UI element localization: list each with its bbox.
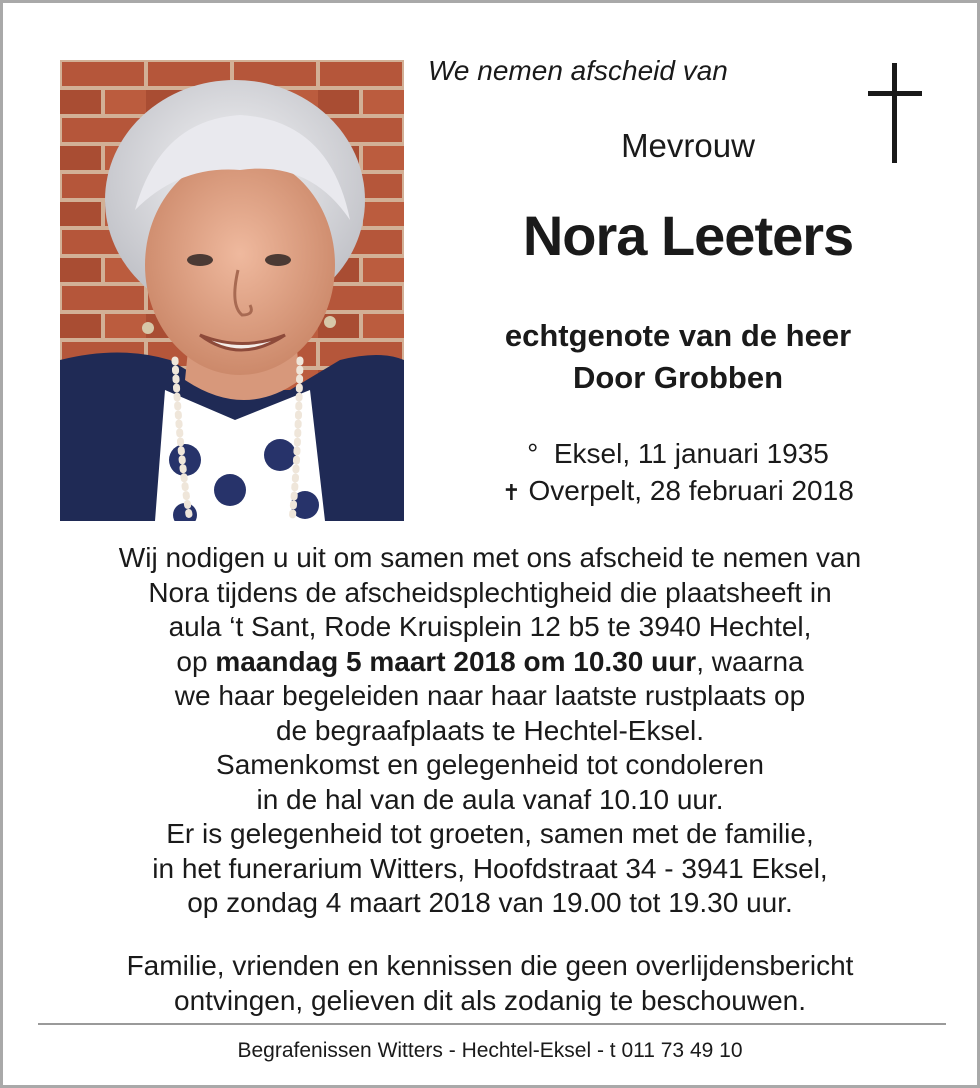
birth-symbol: ° bbox=[527, 438, 539, 469]
portrait-photo bbox=[60, 60, 404, 521]
death-line bbox=[423, 472, 933, 511]
closing-line: ontvingen, gelieven dit als zodanig te beschouwen. bbox=[174, 984, 806, 1016]
closing-line: Familie, vrienden en kennissen die geen overlijdensbericht bbox=[126, 950, 854, 981]
invitation-line: Nora tijdens de afscheidsplechtigheid die plaatsheeft in bbox=[148, 576, 832, 608]
birth-line bbox=[423, 435, 933, 472]
spouse-line-2: Door Grobben bbox=[572, 360, 784, 395]
invitation-line: aula ‘t Sant, Rode Kruisplein 12 b5 te 3940 Hechtel, bbox=[168, 611, 812, 642]
divider bbox=[38, 1023, 946, 1025]
invitation-line: op zondag 4 maart 2018 van 19.00 tot 19.30 uur. bbox=[187, 887, 793, 918]
spouse-block bbox=[423, 315, 933, 399]
invitation-line: in het funerarium Witters, Hoofdstraat 34 - 3941 Eksel, bbox=[152, 852, 828, 884]
invitation-line: Er is gelegenheid tot groeten, samen met de familie, bbox=[166, 818, 814, 849]
death-symbol: ✝ bbox=[502, 480, 521, 505]
invitation-line: Samenkomst en gelegenheid tot condoleren bbox=[216, 749, 764, 780]
invitation-text bbox=[33, 541, 947, 921]
invitation-line: in de hal van de aula vanaf 10.10 uur. bbox=[256, 783, 724, 815]
closing-text bbox=[33, 949, 947, 1018]
footer-contact: Begrafenissen Witters - Hechtel-Eksel - t 011 73 49 10 bbox=[237, 1039, 743, 1062]
invitation-line: Wij nodigen u uit om samen met ons afscheid te nemen van bbox=[118, 542, 862, 573]
intro-text: We nemen afscheid van bbox=[428, 55, 728, 86]
deceased-name: Nora Leeters bbox=[522, 204, 854, 267]
ceremony-suffix: , waarna bbox=[696, 645, 804, 677]
birth-text: Eksel, 11 januari 1935 bbox=[553, 438, 829, 469]
spouse-line-1: echtgenote van de heer bbox=[504, 318, 852, 353]
honorific: Mevrouw bbox=[621, 127, 755, 164]
ceremony-date: maandag 5 maart 2018 om 10.30 uur bbox=[215, 645, 697, 677]
ceremony-prefix: op bbox=[176, 645, 216, 677]
death-text: Overpelt, 28 februari 2018 bbox=[528, 475, 854, 506]
invitation-line bbox=[33, 645, 947, 680]
invitation-line: de begraafplaats te Hechtel-Eksel. bbox=[275, 714, 705, 746]
invitation-line: we haar begeleiden naar haar laatste rustplaats op bbox=[174, 680, 806, 711]
life-dates bbox=[423, 435, 933, 511]
